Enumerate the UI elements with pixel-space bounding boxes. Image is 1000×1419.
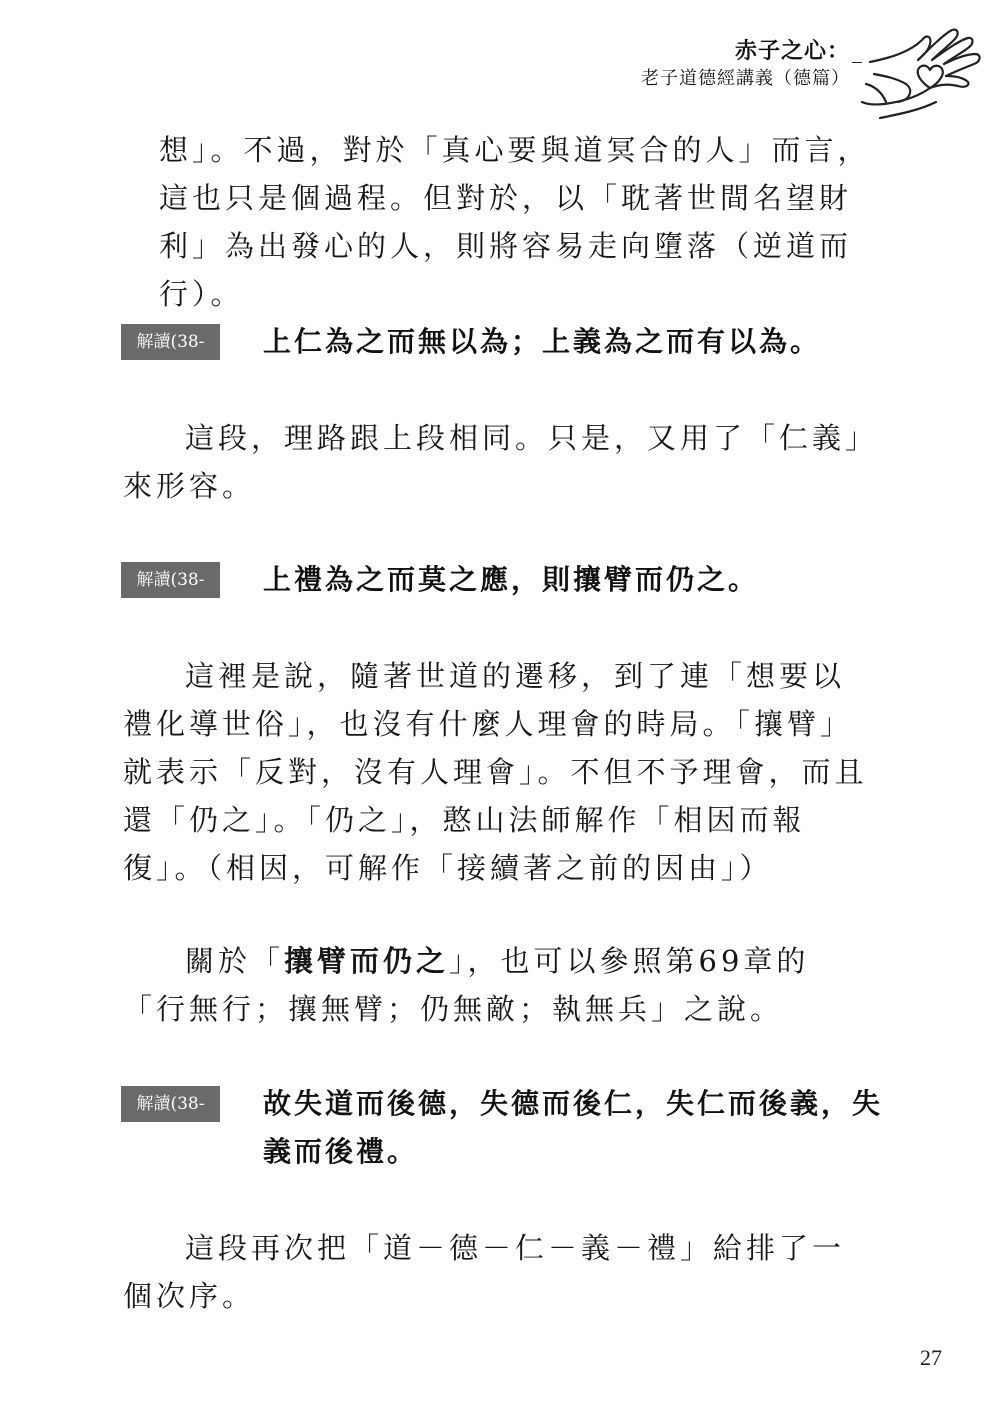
- section-verse: 故失道而後德，失德而後仁，失仁而後義，失義而後禮。: [263, 1087, 884, 1168]
- paragraph-4: [123, 937, 873, 1033]
- section-label: 解讀(38-3): [121, 324, 220, 360]
- section-label: 解讀(38-4): [121, 562, 220, 598]
- paragraph-5: 這段再次把「道－德－仁－義－禮」給排了一個次序。: [123, 1231, 846, 1313]
- paragraph-4-emphasis: 攘臂而仍之: [284, 944, 450, 978]
- hands-heart-icon: [860, 22, 990, 122]
- section-verse: 上仁為之而無以為；上義為之而有以為。: [263, 325, 822, 358]
- paragraph-4-tail: 」，也可以參照第69章的「行無行；攘無臂；仍無敵；執無兵」之說。: [123, 944, 810, 1026]
- book-title: 赤子之心：: [734, 39, 850, 64]
- paragraph-1: 想」。不過，對於「真心要與道冥合的人」而言，這也只是個過程。但對於，以「耽著世間名望財利」為出發心的人，則將容易走向墮落（逆道而行）。: [159, 133, 871, 311]
- paragraph-4-lead: 關於「: [185, 944, 285, 978]
- section-label: 解讀(38-5): [121, 1086, 220, 1122]
- section-verse: 上禮為之而莫之應，則攘臂而仍之。: [263, 563, 760, 596]
- book-subtitle: 老子道德經講義（德篇）: [641, 68, 850, 89]
- paragraph-2: 這段，理路跟上段相同。只是，又用了「仁義」來形容。: [123, 421, 864, 503]
- page-number: 27: [920, 1345, 942, 1370]
- running-header: [641, 38, 850, 92]
- paragraph-3: 這裡是說，隨著世道的遷移，到了連「想要以禮化導世俗」，也沒有什麼人理會的時局。「攘臂」就表示「反對，沒有人理會」。不但不予理會，而且還「仍之」。「仍之」，憨山法師解作「相因而報復」。（相因，可解作「接續著之前的因由」）: [123, 659, 868, 885]
